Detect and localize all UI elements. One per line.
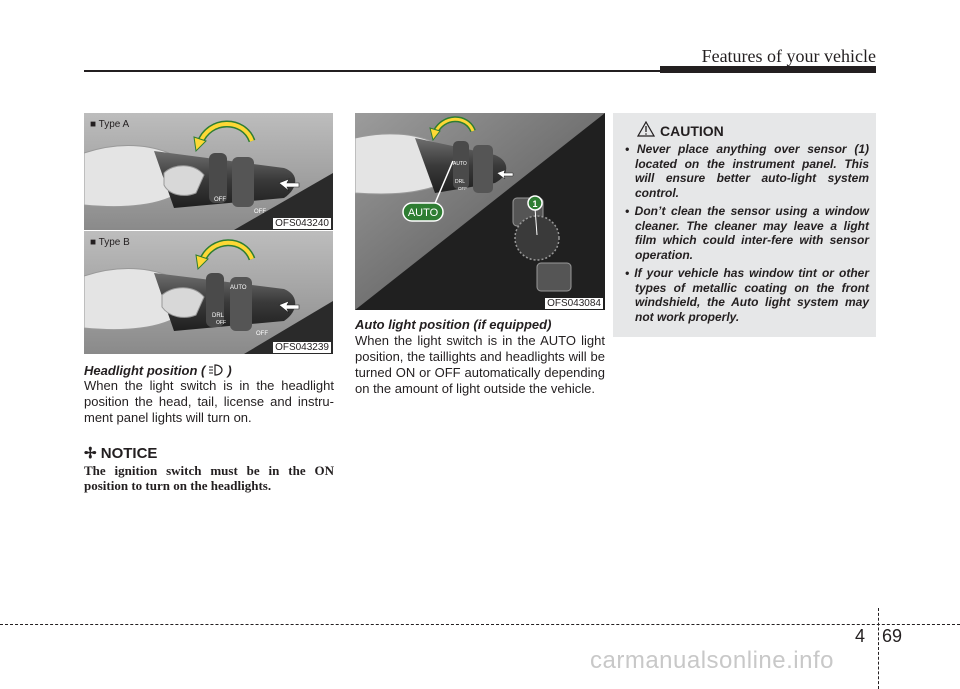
headlight-heading-suffix: ) [227, 363, 232, 378]
headlight-position-body: When the light switch is in the headlight position the head, tail, license and instru-ment panel lights will turn on. [84, 378, 334, 425]
footer-divider [878, 608, 879, 689]
headlight-icon [207, 363, 225, 377]
type-b-label: ■ Type B [90, 237, 130, 248]
light-switch-illustration-b [84, 231, 333, 354]
switch-mark-auto-b: AUTO [230, 285, 247, 291]
headlight-position-heading [84, 363, 334, 378]
switch-mark-off-b1: OFF [216, 320, 226, 326]
figure-type-b [84, 231, 333, 354]
switch-mark-off-a1: OFF [214, 197, 226, 203]
figure-type-a [84, 113, 333, 230]
caution-title: CAUTION [660, 123, 724, 139]
figure-auto-light [355, 113, 605, 310]
type-a-label: ■ Type A [90, 119, 130, 130]
figure-code-a: OFS043240 [275, 218, 329, 229]
headlight-heading-prefix: Headlight position ( [84, 363, 206, 378]
warning-icon [637, 121, 655, 137]
notice-body: The ignition switch must be in the ON position to turn on the headlights. [84, 463, 334, 493]
light-switch-illustration-a [84, 113, 333, 230]
caution-list [623, 142, 869, 328]
caution-item: • If your vehicle has window tint or other types of metallic coating on the front windshield, the Auto light system may not work properly. [625, 266, 869, 324]
switch-mark-auto-c: AUTO [453, 161, 467, 167]
auto-light-body: When the light switch is in the AUTO light position, the taillights and headlights will be turned ON or OFF automatically depending on the amount of light outside the vehicle. [355, 333, 605, 396]
figure-code-b: OFS043239 [275, 342, 329, 353]
auto-label: AUTO [407, 207, 439, 219]
caution-item: • Never place anything over sensor (1) located on the instrument panel. This will ensure better auto-light system control. [625, 142, 869, 200]
caution-item: • Don’t clean the sensor using a window cleaner. The cleaner may leave a light film which could inter-fere with sensor operation. [625, 204, 869, 262]
switch-mark-drl-b: DRL [212, 313, 225, 319]
notice-title: ✢ NOTICE [84, 445, 158, 462]
caution-box [613, 113, 876, 337]
watermark-link[interactable]: carmanualsonline.info [590, 647, 834, 674]
page-number: 69 [882, 626, 903, 646]
switch-mark-off-a2: OFF [254, 209, 266, 215]
auto-light-heading: Auto light position (if equipped) [355, 317, 552, 332]
switch-mark-drl-c: DRL [455, 179, 466, 185]
header-title: Features of your vehicle [701, 46, 876, 66]
sensor-callout-number: 1 [532, 199, 538, 209]
header-rule-accent [660, 66, 876, 73]
auto-light-illustration [355, 113, 605, 310]
footer-rule [0, 624, 960, 625]
switch-mark-off-b2: OFF [256, 331, 268, 337]
page-chapter-number: 4 [855, 626, 866, 646]
figure-code-c: OFS043084 [547, 298, 601, 309]
switch-mark-off-c: OFF [458, 186, 467, 191]
